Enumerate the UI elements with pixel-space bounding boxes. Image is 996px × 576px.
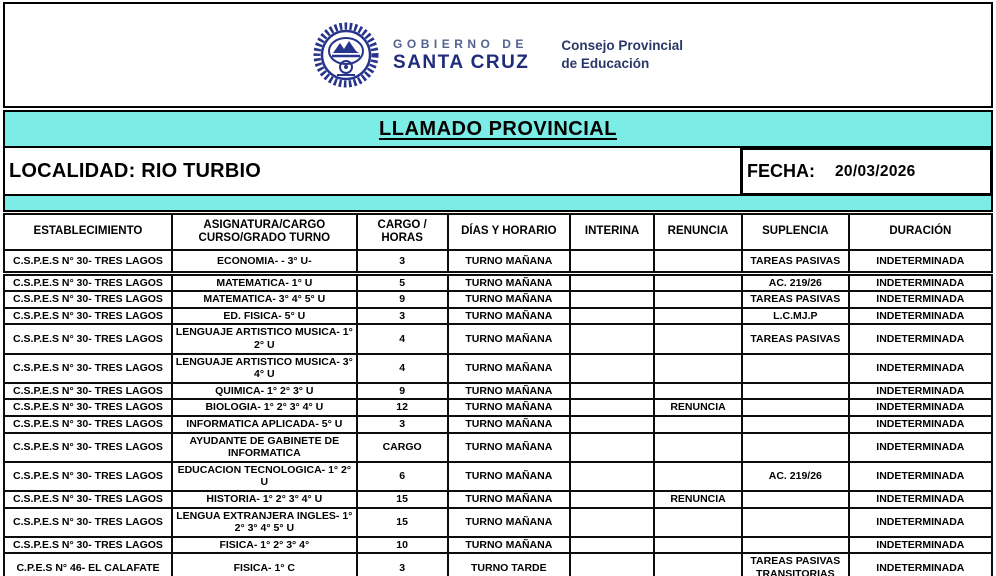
cell-cargo_horas: 12 [357,399,448,416]
localidad-fecha-row [3,148,993,196]
cell-interina [570,308,654,325]
localidad-value: RIO TURBIO [141,159,261,182]
cell-cargo_horas: 3 [357,308,448,325]
table-row [4,273,992,291]
cell-interina [570,537,654,554]
cell-dias_horario: TURNO MAÑANA [448,291,571,308]
cell-interina [570,433,654,462]
cell-establecimiento: C.S.P.E.S N° 30- TRES LAGOS [4,291,172,308]
cell-interina [570,250,654,273]
cell-establecimiento: C.S.P.E.S N° 30- TRES LAGOS [4,324,172,353]
cell-duracion: INDETERMINADA [849,354,992,383]
cell-suplencia: TAREAS PASIVAS [742,291,849,308]
header-logo-box [3,2,993,108]
cell-establecimiento: C.S.P.E.S N° 30- TRES LAGOS [4,354,172,383]
gobierno-wordmark [393,37,529,74]
cell-dias_horario: TURNO MAÑANA [448,433,571,462]
cell-asignatura: INFORMATICA APLICADA- 5° U [172,416,357,433]
cell-establecimiento: C.S.P.E.S N° 30- TRES LAGOS [4,508,172,537]
cell-establecimiento: C.S.P.E.S N° 30- TRES LAGOS [4,537,172,554]
table-row [4,399,992,416]
cell-establecimiento: C.S.P.E.S N° 30- TRES LAGOS [4,462,172,491]
cell-cargo_horas: 3 [357,416,448,433]
cell-cargo_horas: 4 [357,354,448,383]
cell-duracion: INDETERMINADA [849,462,992,491]
cell-dias_horario: TURNO MAÑANA [448,308,571,325]
column-header-asignatura: ASIGNATURA/CARGO CURSO/GRADO TURNO [172,214,357,250]
cell-dias_horario: TURNO TARDE [448,553,571,576]
consejo-line1: Consejo Provincial [561,38,683,54]
cell-establecimiento: C.P.E.S N° 46- EL CALAFATE [4,553,172,576]
cell-interina [570,462,654,491]
column-header-interina: INTERINA [570,214,654,250]
cell-dias_horario: TURNO MAÑANA [448,416,571,433]
column-header-renuncia: RENUNCIA [654,214,742,250]
cell-asignatura: MATEMATICA- 3° 4° 5° U [172,291,357,308]
cell-renuncia [654,383,742,400]
cell-duracion: INDETERMINADA [849,291,992,308]
table-row [4,354,992,383]
cell-suplencia [742,354,849,383]
table-row [4,416,992,433]
cell-dias_horario: TURNO MAÑANA [448,273,571,291]
cell-suplencia: AC. 219/26 [742,273,849,291]
cell-asignatura: QUIMICA- 1° 2° 3° U [172,383,357,400]
column-header-dias_horario: DÍAS Y HORARIO [448,214,571,250]
cell-renuncia: RENUNCIA [654,491,742,508]
cell-asignatura: ECONOMIA- - 3° U- [172,250,357,273]
cell-interina [570,491,654,508]
column-header-establecimiento: ESTABLECIMIENTO [4,214,172,250]
cell-suplencia: TAREAS PASIVAS [742,324,849,353]
cell-duracion: INDETERMINADA [849,553,992,576]
consejo-line2: de Educación [561,56,650,71]
cell-renuncia: RENUNCIA [654,399,742,416]
cell-duracion: INDETERMINADA [849,491,992,508]
table-row [4,308,992,325]
cell-renuncia [654,553,742,576]
cell-cargo_horas: 5 [357,273,448,291]
cell-dias_horario: TURNO MAÑANA [448,383,571,400]
cell-duracion: INDETERMINADA [849,324,992,353]
cell-duracion: INDETERMINADA [849,508,992,537]
consejo-wordmark [561,37,683,72]
cell-interina [570,273,654,291]
cell-duracion: INDETERMINADA [849,308,992,325]
cell-cargo_horas: 6 [357,462,448,491]
cell-suplencia [742,383,849,400]
cell-asignatura: FISICA- 1° 2° 3° 4° [172,537,357,554]
table-row [4,291,992,308]
cell-renuncia [654,508,742,537]
cell-renuncia [654,354,742,383]
cell-establecimiento: C.S.P.E.S N° 30- TRES LAGOS [4,308,172,325]
santa-cruz-text: SANTA CRUZ [393,51,530,73]
cell-suplencia [742,537,849,554]
table-row [4,433,992,462]
cell-suplencia [742,508,849,537]
cell-interina [570,324,654,353]
table-row [4,537,992,554]
cell-renuncia [654,291,742,308]
cell-renuncia [654,250,742,273]
localidad-box [3,148,742,196]
cell-duracion: INDETERMINADA [849,416,992,433]
cell-dias_horario: TURNO MAÑANA [448,354,571,383]
cell-establecimiento: C.S.P.E.S N° 30- TRES LAGOS [4,273,172,291]
cell-interina [570,416,654,433]
cell-duracion: INDETERMINADA [849,383,992,400]
cell-renuncia [654,416,742,433]
cell-renuncia [654,537,742,554]
cell-interina [570,508,654,537]
cell-duracion: INDETERMINADA [849,433,992,462]
table-row [4,553,992,576]
cell-dias_horario: TURNO MAÑANA [448,462,571,491]
cell-cargo_horas: 3 [357,553,448,576]
cell-asignatura: HISTORIA- 1° 2° 3° 4° U [172,491,357,508]
cell-establecimiento: C.S.P.E.S N° 30- TRES LAGOS [4,399,172,416]
table-row [4,324,992,353]
cell-renuncia [654,308,742,325]
table-row [4,383,992,400]
cell-dias_horario: TURNO MAÑANA [448,491,571,508]
table-row [4,462,992,491]
cell-cargo_horas: 9 [357,383,448,400]
cell-renuncia [654,273,742,291]
cell-cargo_horas: 15 [357,508,448,537]
cell-asignatura: ED. FISICA- 5° U [172,308,357,325]
cell-cargo_horas: 9 [357,291,448,308]
table-row [4,491,992,508]
cell-suplencia [742,433,849,462]
page-title: LLAMADO PROVINCIAL [379,117,617,140]
cell-establecimiento: C.S.P.E.S N° 30- TRES LAGOS [4,416,172,433]
column-header-duracion: DURACIÓN [849,214,992,250]
separator-band [3,196,993,212]
cell-establecimiento: C.S.P.E.S N° 30- TRES LAGOS [4,491,172,508]
cell-asignatura: LENGUAJE ARTISTICO MUSICA- 3° 4° U [172,354,357,383]
table-row [4,508,992,537]
cell-suplencia [742,399,849,416]
cell-interina [570,354,654,383]
localidad-label: LOCALIDAD: [9,159,136,182]
cell-establecimiento: C.S.P.E.S N° 30- TRES LAGOS [4,250,172,273]
cell-asignatura: EDUCACION TECNOLOGICA- 1° 2° U [172,462,357,491]
cell-cargo_horas: 3 [357,250,448,273]
cell-duracion: INDETERMINADA [849,399,992,416]
fecha-box [740,148,993,196]
cell-dias_horario: TURNO MAÑANA [448,537,571,554]
cell-asignatura: BIOLOGIA- 1° 2° 3° 4° U [172,399,357,416]
cell-suplencia [742,491,849,508]
cell-dias_horario: TURNO MAÑANA [448,399,571,416]
cell-dias_horario: TURNO MAÑANA [448,250,571,273]
column-header-suplencia: SUPLENCIA [742,214,849,250]
cell-suplencia: AC. 219/26 [742,462,849,491]
cell-suplencia: TAREAS PASIVAS [742,250,849,273]
title-band [3,110,993,148]
cell-duracion: INDETERMINADA [849,250,992,273]
cell-interina [570,383,654,400]
cell-dias_horario: TURNO MAÑANA [448,324,571,353]
cell-cargo_horas: CARGO [357,433,448,462]
cell-establecimiento: C.S.P.E.S N° 30- TRES LAGOS [4,383,172,400]
cell-cargo_horas: 10 [357,537,448,554]
cell-asignatura: MATEMATICA- 1° U [172,273,357,291]
cell-interina [570,291,654,308]
cell-duracion: INDETERMINADA [849,273,992,291]
cell-asignatura: FISICA- 1° C [172,553,357,576]
gobierno-de-text: GOBIERNO DE [393,36,528,51]
cell-asignatura: AYUDANTE DE GABINETE DE INFORMATICA [172,433,357,462]
cell-asignatura: LENGUAJE ARTISTICO MUSICA- 1° 2° U [172,324,357,353]
cell-cargo_horas: 15 [357,491,448,508]
santa-cruz-coat-of-arms-icon [313,19,379,91]
cell-suplencia [742,416,849,433]
fecha-label: FECHA: [747,161,815,181]
table-header-row [4,214,992,250]
cell-duracion: INDETERMINADA [849,537,992,554]
header-logo-content [313,19,683,91]
cell-cargo_horas: 4 [357,324,448,353]
column-header-cargo_horas: CARGO / HORAS [357,214,448,250]
cell-establecimiento: C.S.P.E.S N° 30- TRES LAGOS [4,433,172,462]
cell-suplencia: L.C.MJ.P [742,308,849,325]
cell-interina [570,553,654,576]
cell-asignatura: LENGUA EXTRANJERA INGLES- 1° 2° 3° 4° 5° U [172,508,357,537]
table-row [4,250,992,273]
cell-renuncia [654,433,742,462]
cell-renuncia [654,324,742,353]
cell-renuncia [654,462,742,491]
vacancies-table [3,213,993,576]
cell-suplencia: TAREAS PASIVAS TRANSITORIAS [742,553,849,576]
fecha-value: 20/03/2026 [835,162,916,180]
cell-interina [570,399,654,416]
cell-dias_horario: TURNO MAÑANA [448,508,571,537]
